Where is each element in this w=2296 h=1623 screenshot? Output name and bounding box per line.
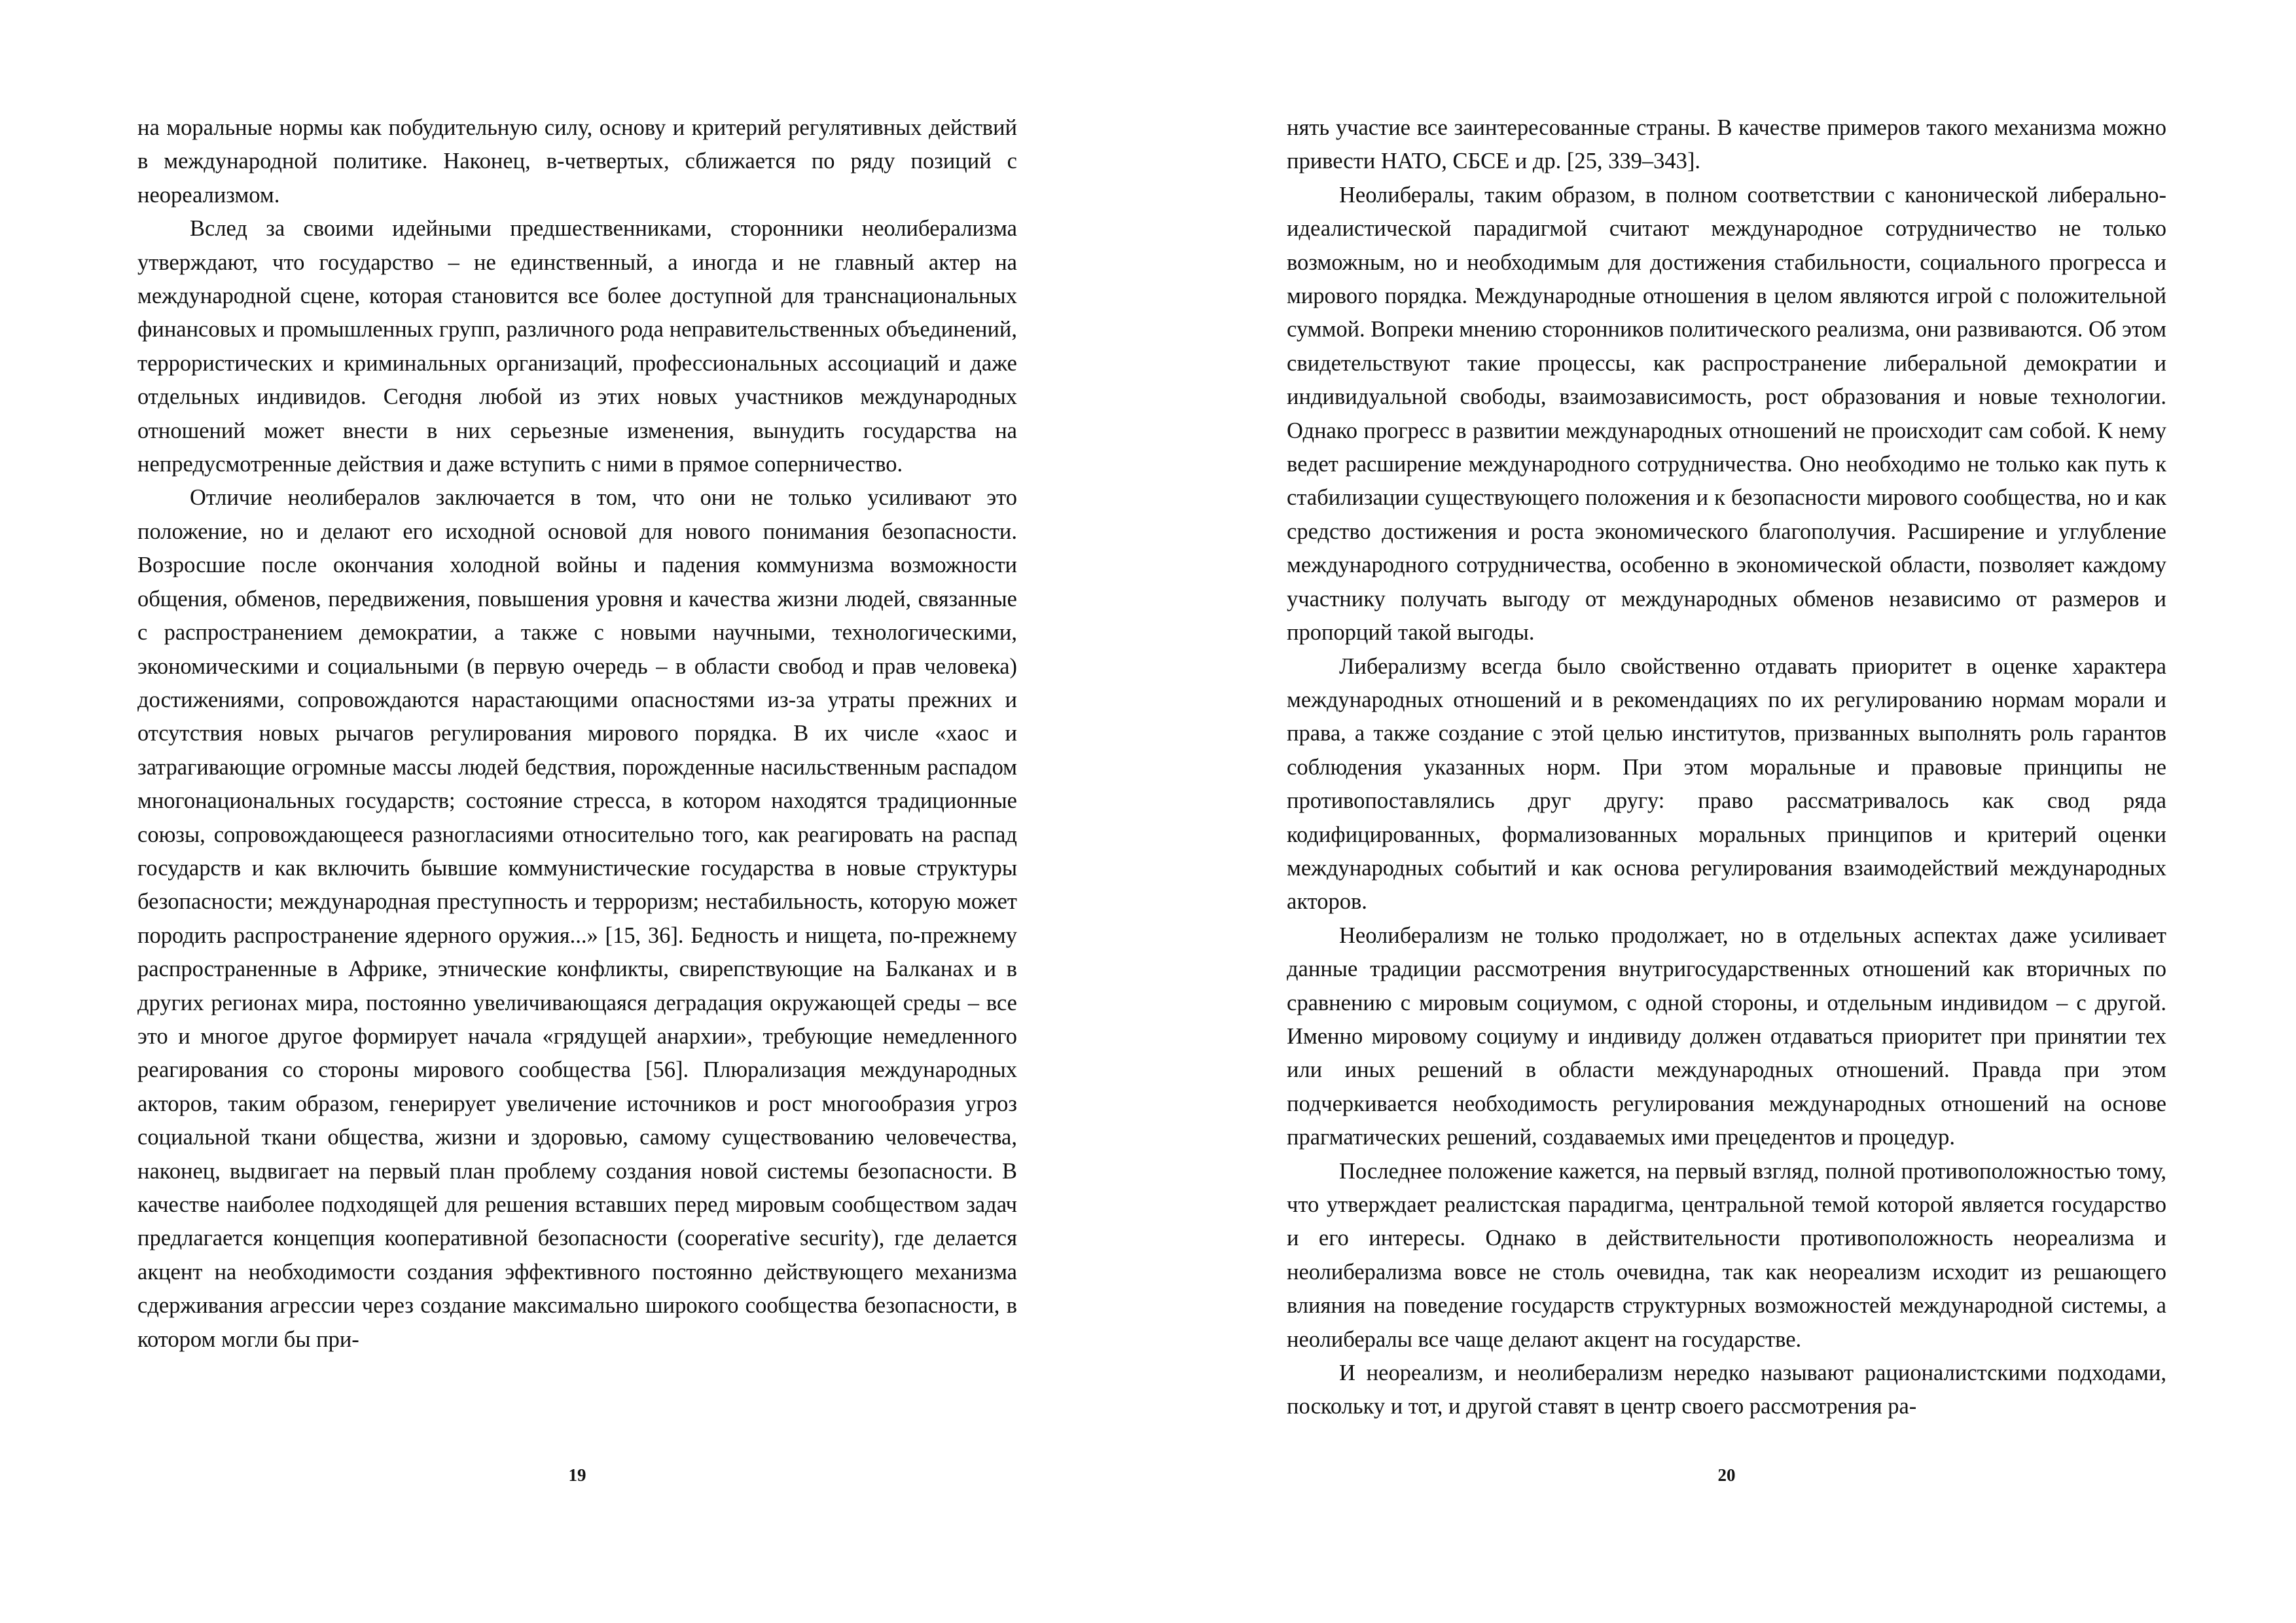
left-page-text [137,111,1017,1357]
paragraph: нять участие все заинтересованные страны. В качестве примеров такого механизма можно привести НАТО, СБСЕ и др. [25, 339–343]. [1287,115,2166,174]
page-number-left: 19 [568,1465,586,1485]
paragraph: Последнее положение кажется, на первый взгляд, полной противоположностью тому, что утверждает реалистская парадигма, центральной темой которой является государство и его интересы. Однако в действительности противоположность неореализма и неолиберализма вовсе не столь очевидна, так как неореализм исходит из решающего влияния на поведение государств структурных возможностей международной системы, а неолибералы все чаще делают акцент на государстве. [1287,1158,2166,1352]
left-page [137,111,1017,1357]
paragraph: И неореализм, и неолиберализм нередко называют рационалистскими подходами, поскольку и тот, и другой ставят в центр своего рассмотрения ра- [1287,1360,2166,1419]
page-number-right: 20 [1717,1465,1736,1485]
paragraph: Либерализму всегда было свойственно отдавать приоритет в оценке характера международных отношений и в рекомендациях по их регулированию нормам морали и права, а также создание с этой целью институтов, призванных выполнять роль гарантов соблюдения указанных норм. При этом моральные и правовые принципы не противопоставлялись друг другу: право рассматривалось как свод ряда кодифицированных, формализованных моральных принципов и критерий оценки международных событий и как основа регулирования взаимодействий международных акторов. [1287,653,2166,915]
right-page-text [1287,111,2166,1424]
paragraph: Неолибералы, таким образом, в полном соответствии с канонической либерально-идеалистической парадигмой считают международное сотрудничество не только возможным, но и необходимым для достижения стабильности, социального прогресса и мирового порядка. Международные отношения в целом являются игрой с положительной суммой. Вопреки мнению сторонников политического реализма, они развиваются. Об этом свидетельствуют такие процессы, как распространение либеральной демократии и индивидуальной свободы, взаимозависимость, рост образования и новые технологии. Однако прогресс в развитии международных отношений не происходит сам собой. К нему ведет расширение международного сотрудничества. Оно необходимо не только как путь к стабилизации существующего положения и к безопасности мирового сообщества, но и как средство достижения и роста экономического благополучия. Расширение и углубление международного сотрудничества, особенно в экономической области, позволяет каждому участнику получать выгоду от международных обменов независимо от размеров и пропорций такой выгоды. [1287,182,2167,646]
right-page [1287,111,2166,1424]
paragraph: Отличие неолибералов заключается в том, что они не только усиливают это положение, но и делают его исходной основой для нового понимания безопасности. Возросшие после окончания холодной войны и падения коммунизма возможности общения, обменов, передвижения, повышения уровня и качества жизни людей, связанные с распространением демократии, а также с новыми научными, технологическими, экономическими и социальными (в первую очередь – в области свобод и прав человека) достижениями, сопровождаются нарастающими опасностями из-за утраты прежних и отсутствия новых рычагов регулирования мирового порядка. В их числе «хаос и затрагивающие огромные массы людей бедствия, порожденные насильственным распадом многонациональных государств; состояние стресса, в котором находятся традиционные союзы, сопровождающееся разногласиями относительно того, как реагировать на распад государств и как включить бывшие коммунистические государства в новые структуры безопасности; международная преступность и терроризм; нестабильность, которую может породить распространение ядерного оружия...» [15, 36]. Бедность и нищета, по-прежнему распространенные в Африке, этнические конфликты, свирепствующие на Балканах и в других регионах мира, постоянно увеличивающаяся деградация окружающей среды – все это и многое другое формирует начала «грядущей анархии», требующие немедленного реагирования со стороны мирового сообщества [56]. Плюрализация международных акторов, таким образом, генерирует увеличение источников и рост многообразия угроз социальной ткани общества, жизни и здоровью, самому существованию человечества, наконец, выдвигает на первый план проблему создания новой системы безопасности. В качестве наиболее подходящей для решения вставших перед мировым сообществом задач предлагается концепция кооперативной безопасности (cooperative security), где делается акцент на необходимости создания эффективного постоянно действующего механизма сдерживания агрессии через создание максимально широкого сообщества безопасности, в котором могли бы при- [137,485,1017,1352]
paragraph: Неолиберализм не только продолжает, но в отдельных аспектах даже усиливает данные традиции рассмотрения внутригосударственных отношений как вторичных по сравнению с мировым социумом, с одной стороны, и отдельным индивидом – с другой. Именно мировому социуму и индивиду должен отдаваться приоритет при принятии тех или иных решений в области международных отношений. Правда при этом подчеркивается необходимость регулирования международных отношений на основе прагматических решений, создаваемых ими прецедентов и процедур. [1287,922,2166,1150]
paragraph: на моральные нормы как побудительную силу, основу и критерий регулятивных действий в международной политике. Наконец, в-четвертых, сближается по ряду позиций с неореализмом. [137,115,1017,208]
paragraph: Вслед за своими идейными предшественниками, сторонники неолиберализма утверждают, что государство – не единственный, а иногда и не главный актер на международной сцене, которая становится все более доступной для транснациональных финансовых и промышленных групп, различного рода неправительственных объединений, террористических и криминальных организаций, профессиональных ассоциаций и даже отдельных индивидов. Сегодня любой из этих новых участников международных отношений может внести в них серьезные изменения, вынудить государства на непредусмотренные действия и даже вступить с ними в прямое соперничество. [137,216,1017,477]
